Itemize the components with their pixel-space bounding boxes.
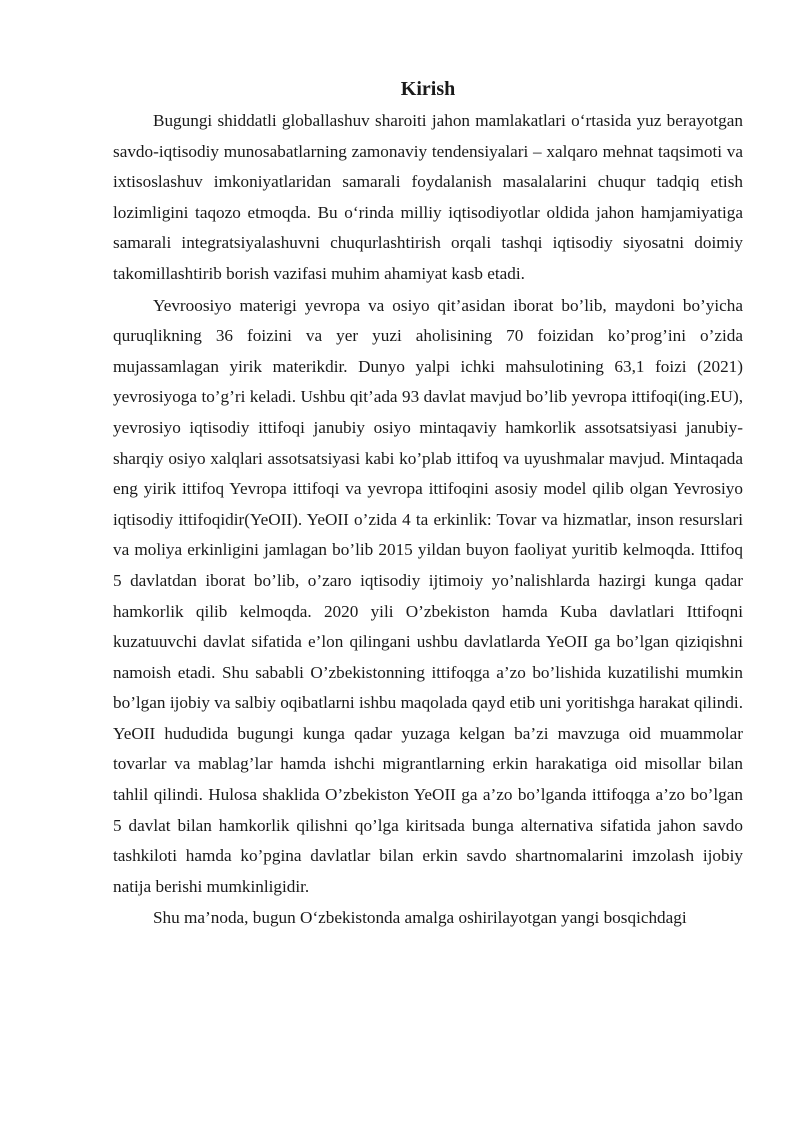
paragraph-intro: Bugungi shiddatli globallashuv sharoiti jahon mamlakatlari o‘rtasida yuz berayotgan savdo-iqtisodiy munosabatlarning zamonaviy tendensiyalari – xalqaro mehnat taqsimoti va ixtisoslashuv imkoniyatlaridan samarali foydalanish masalalarini chuqur tadqiq etish lozimligini taqozo etmoqda. Bu o‘rinda milliy iqtisodiyotlar oldida jahon hamjamiyatiga samarali integratsiyalashuvni chuqurlashtirish orqali tashqi iqtisodiy siyosatni doimiy takomillashtirib borish vazifasi muhim ahamiyat kasb etadi. <box>113 111 743 283</box>
document-page <box>113 72 743 934</box>
section-heading: Kirish <box>400 78 456 100</box>
paragraph-continuation: Shu ma’noda, bugun O‘zbekistonda amalga oshirilayotgan yangi bosqichdagi <box>153 908 687 928</box>
paragraph-eurasia: Yevroosiyo materigi yevropa va osiyo qit’asidan iborat bo’lib, maydoni bo’yicha quruqlikning 36 foizini va yer yuzi aholisining 70 foizidan ko’prog’ini o’zida mujassamlagan yirik materikdir. Dunyo yalpi ichki mahsulotining 63,1 foizi (2021) yevrosiyoga to’g’ri keladi. Ushbu qit’ada 93 davlat mavjud bo’lib yevropa ittifoqi(ing.EU), yevrosiyo iqtisodiy ittifoqi janubiy osiyo mintaqaviy hamkorlik assotsatsiyasi janubiy-sharqiy osiyo xalqlari assotsatsiyasi kabi ko’plab ittifoq va uyushmalar mavjud. Mintaqada eng yirik ittifoq Yevropa ittifoqi va yevropa ittifoqini asosiy model qilib olgan Yevrosiyo iqtisodiy ittifoqidir(YeOII). YeOII o’zida 4 ta erkinlik: Tovar va hizmatlar, inson resurslari va moliya erkinligini jamlagan bo’lib 2015 yildan buyon faoliyat yuritib kelmoqda. Ittifoq 5 davlatdan iborat bo’lib, o’zaro iqtisodiy ijtimoiy yo’nalishlarda hazirgi kunga qadar hamkorlik qilib kelmoqda. 2020 yili O’zbekiston hamda Kuba davlatlari Ittifoqni kuzatuuvchi davlat sifatida e’lon qilingani ushbu davlatlarda YeOII ga bo’lgan qiziqishni namoish etadi. Shu sababli O’zbekistonning ittifoqga a’zo bo’lishida kuzatilishi mumkin bo’lgan ijobiy va salbiy oqibatlarni ishbu maqolada qayd etib uni yoritishga harakat qilindi. YeOII hududida bugungi kunga qadar yuzaga kelgan ba’zi mavzuga oid muammolar tovarlar va mablag’lar hamda ishchi migrantlarning erkin harakatiga oid misollar bilan tahlil qilindi. Hulosa shaklida O’zbekiston YeOII ga a’zo bo’lganda ittifoqga a’zo bo’lgan 5 davlat bilan hamkorlik qilishni qo’lga kiritsada bunga alternativa sifatida jahon savdo tashkiloti hamda ko’pgina davlatlar bilan erkin savdo shartnomalarini imzolash ijobiy natija berishi mumkinligidir. <box>113 295 743 896</box>
